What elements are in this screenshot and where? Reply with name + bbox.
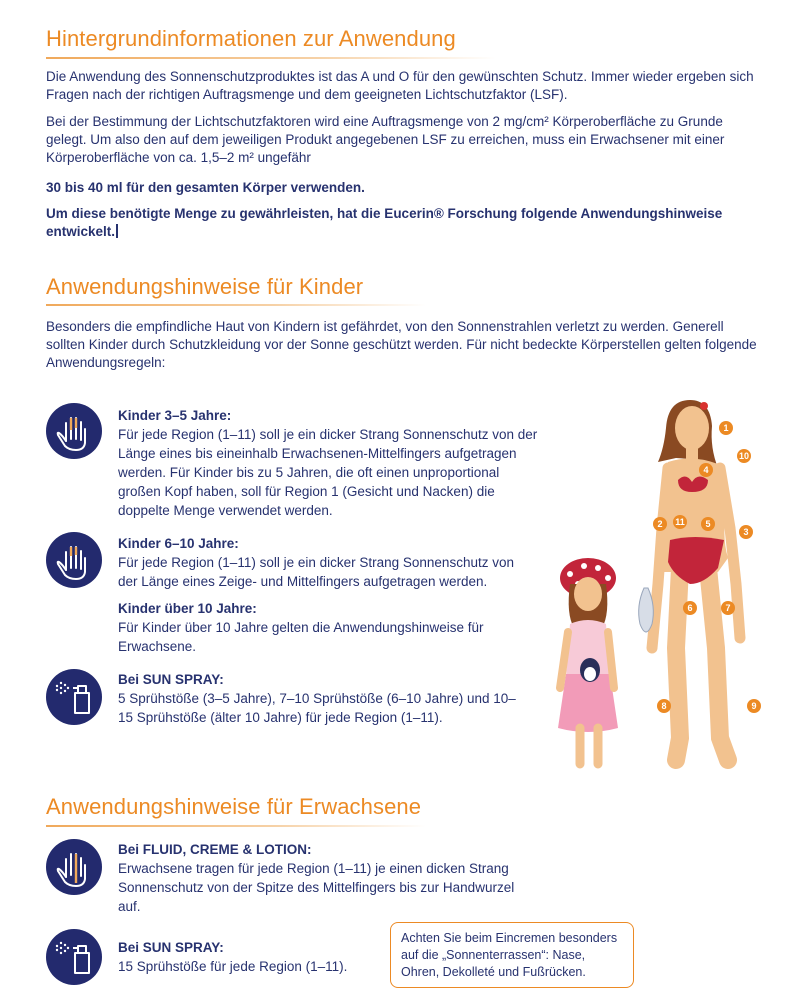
instruction-text: 5 Sprühstöße (3–5 Jahre), 7–10 Sprühstöße (6–10 Jahre) und 10–15 Sprühstöße (älter 10 Jahre) für jede Region (1–11). <box>118 691 516 725</box>
instruction-title: Bei SUN SPRAY: <box>118 940 224 955</box>
paragraph-children-intro: Besonders die empfindliche Haut von Kindern ist gefährdet, von den Sonnenstrahlen verletzt zu werden. Generell sollten Kinder durch Schutzkleidung vor der Sonne geschützt werden. Für nicht bedeckte Körperstellen gelten folgende Anwendungsregeln: <box>46 319 757 370</box>
section-title-adults: Anwendungshinweise für Erwachsene <box>46 794 422 819</box>
title-underline <box>46 825 426 827</box>
girl-figure <box>558 558 618 764</box>
instruction-children-3-5 <box>118 406 538 520</box>
instruction-children-6-10 <box>118 534 528 591</box>
instruction-text: Für Kinder über 10 Jahre gelten die Anwendungshinweise für Erwachsene. <box>118 620 484 654</box>
instruction-text: 15 Sprühstöße für jede Region (1–11). <box>118 959 348 974</box>
instruction-text: Erwachsene tragen für jede Region (1–11) je einen dicken Strang Sonnenschutz von der Spitze des Mittelfingers bis zur Handwurzel auf. <box>118 861 515 914</box>
instruction-adults-fluid <box>118 840 538 916</box>
region-label: 6 <box>687 603 693 613</box>
region-label: 2 <box>657 519 663 529</box>
instruction-title: Kinder über 10 Jahre: <box>118 601 257 616</box>
spray-icon <box>46 669 102 725</box>
title-underline <box>46 304 426 306</box>
region-label: 5 <box>705 519 711 529</box>
section-title-children: Anwendungshinweise für Kinder <box>46 274 364 299</box>
body-regions-illustration <box>540 388 790 778</box>
text-cursor <box>116 224 118 238</box>
instruction-title: Kinder 3–5 Jahre: <box>118 408 232 423</box>
region-label: 11 <box>675 517 685 527</box>
instruction-title: Kinder 6–10 Jahre: <box>118 536 239 551</box>
region-label: 3 <box>743 527 749 537</box>
instruction-title: Bei FLUID, CREME & LOTION: <box>118 842 312 857</box>
instruction-adults-spray <box>118 938 378 976</box>
instruction-title: Bei SUN SPRAY: <box>118 672 224 687</box>
region-label: 7 <box>725 603 731 613</box>
region-label: 1 <box>723 423 729 433</box>
instruction-text: Für jede Region (1–11) soll je ein dicker Strang Sonnenschutz von der Länge eines Zeige- und Mittelfingers aufgetragen werden. <box>118 555 514 589</box>
sun-terraces-note: Achten Sie beim Eincremen besonders auf die „Sonnenterrassen“: Nase, Ohren, Dekolleté und Fußrücken. <box>390 922 634 988</box>
title-underline <box>46 57 496 59</box>
region-label: 9 <box>751 701 757 711</box>
paragraph-amount: 30 bis 40 ml für den gesamten Körper verwenden. <box>46 180 365 195</box>
section-title-background: Hintergrundinformationen zur Anwendung <box>46 26 456 51</box>
instruction-children-spray <box>118 670 518 727</box>
paragraph-intro: Die Anwendung des Sonnenschutzproduktes ist das A und O für den gewünschten Schutz. Immer wieder ergeben sich Fragen nach der richtigen Auftragsmenge und dem geeigneten Lichtschutzfaktor (LSF). <box>46 69 754 102</box>
hand-icon <box>46 403 102 459</box>
instruction-text: Für jede Region (1–11) soll je ein dicker Strang Sonnenschutz von der Länge eines bis eineinhalb Erwachsenen-Mittelfingers aufgetragen werden. Für Kinder bis zu 5 Jahren, die oft einen unproportional großen Kopf haben, soll für Region 1 (Gesicht und Nacken) die doppelte Menge verwendet werden. <box>118 427 538 518</box>
paragraph-lsf: Bei der Bestimmung der Lichtschutzfaktoren wird eine Auftragsmenge von 2 mg/cm² Körperoberfläche zu Grunde gelegt. Um also den auf dem jeweiligen Produkt angegebenen LSF zu erreichen, muss ein Erwachsener mit einer Körperoberfläche von ca. 1,5–2 m² ungefähr <box>46 114 725 165</box>
region-label: 4 <box>703 465 709 475</box>
hand-icon <box>46 532 102 588</box>
instruction-children-over-10 <box>118 599 518 656</box>
hand-icon <box>46 839 102 895</box>
spray-icon <box>46 929 102 985</box>
region-label: 10 <box>738 451 750 461</box>
paragraph-research: Um diese benötigte Menge zu gewährleisten, hat die Eucerin® Forschung folgende Anwendungshinweise entwickelt. <box>46 206 723 239</box>
region-label: 8 <box>661 701 667 711</box>
